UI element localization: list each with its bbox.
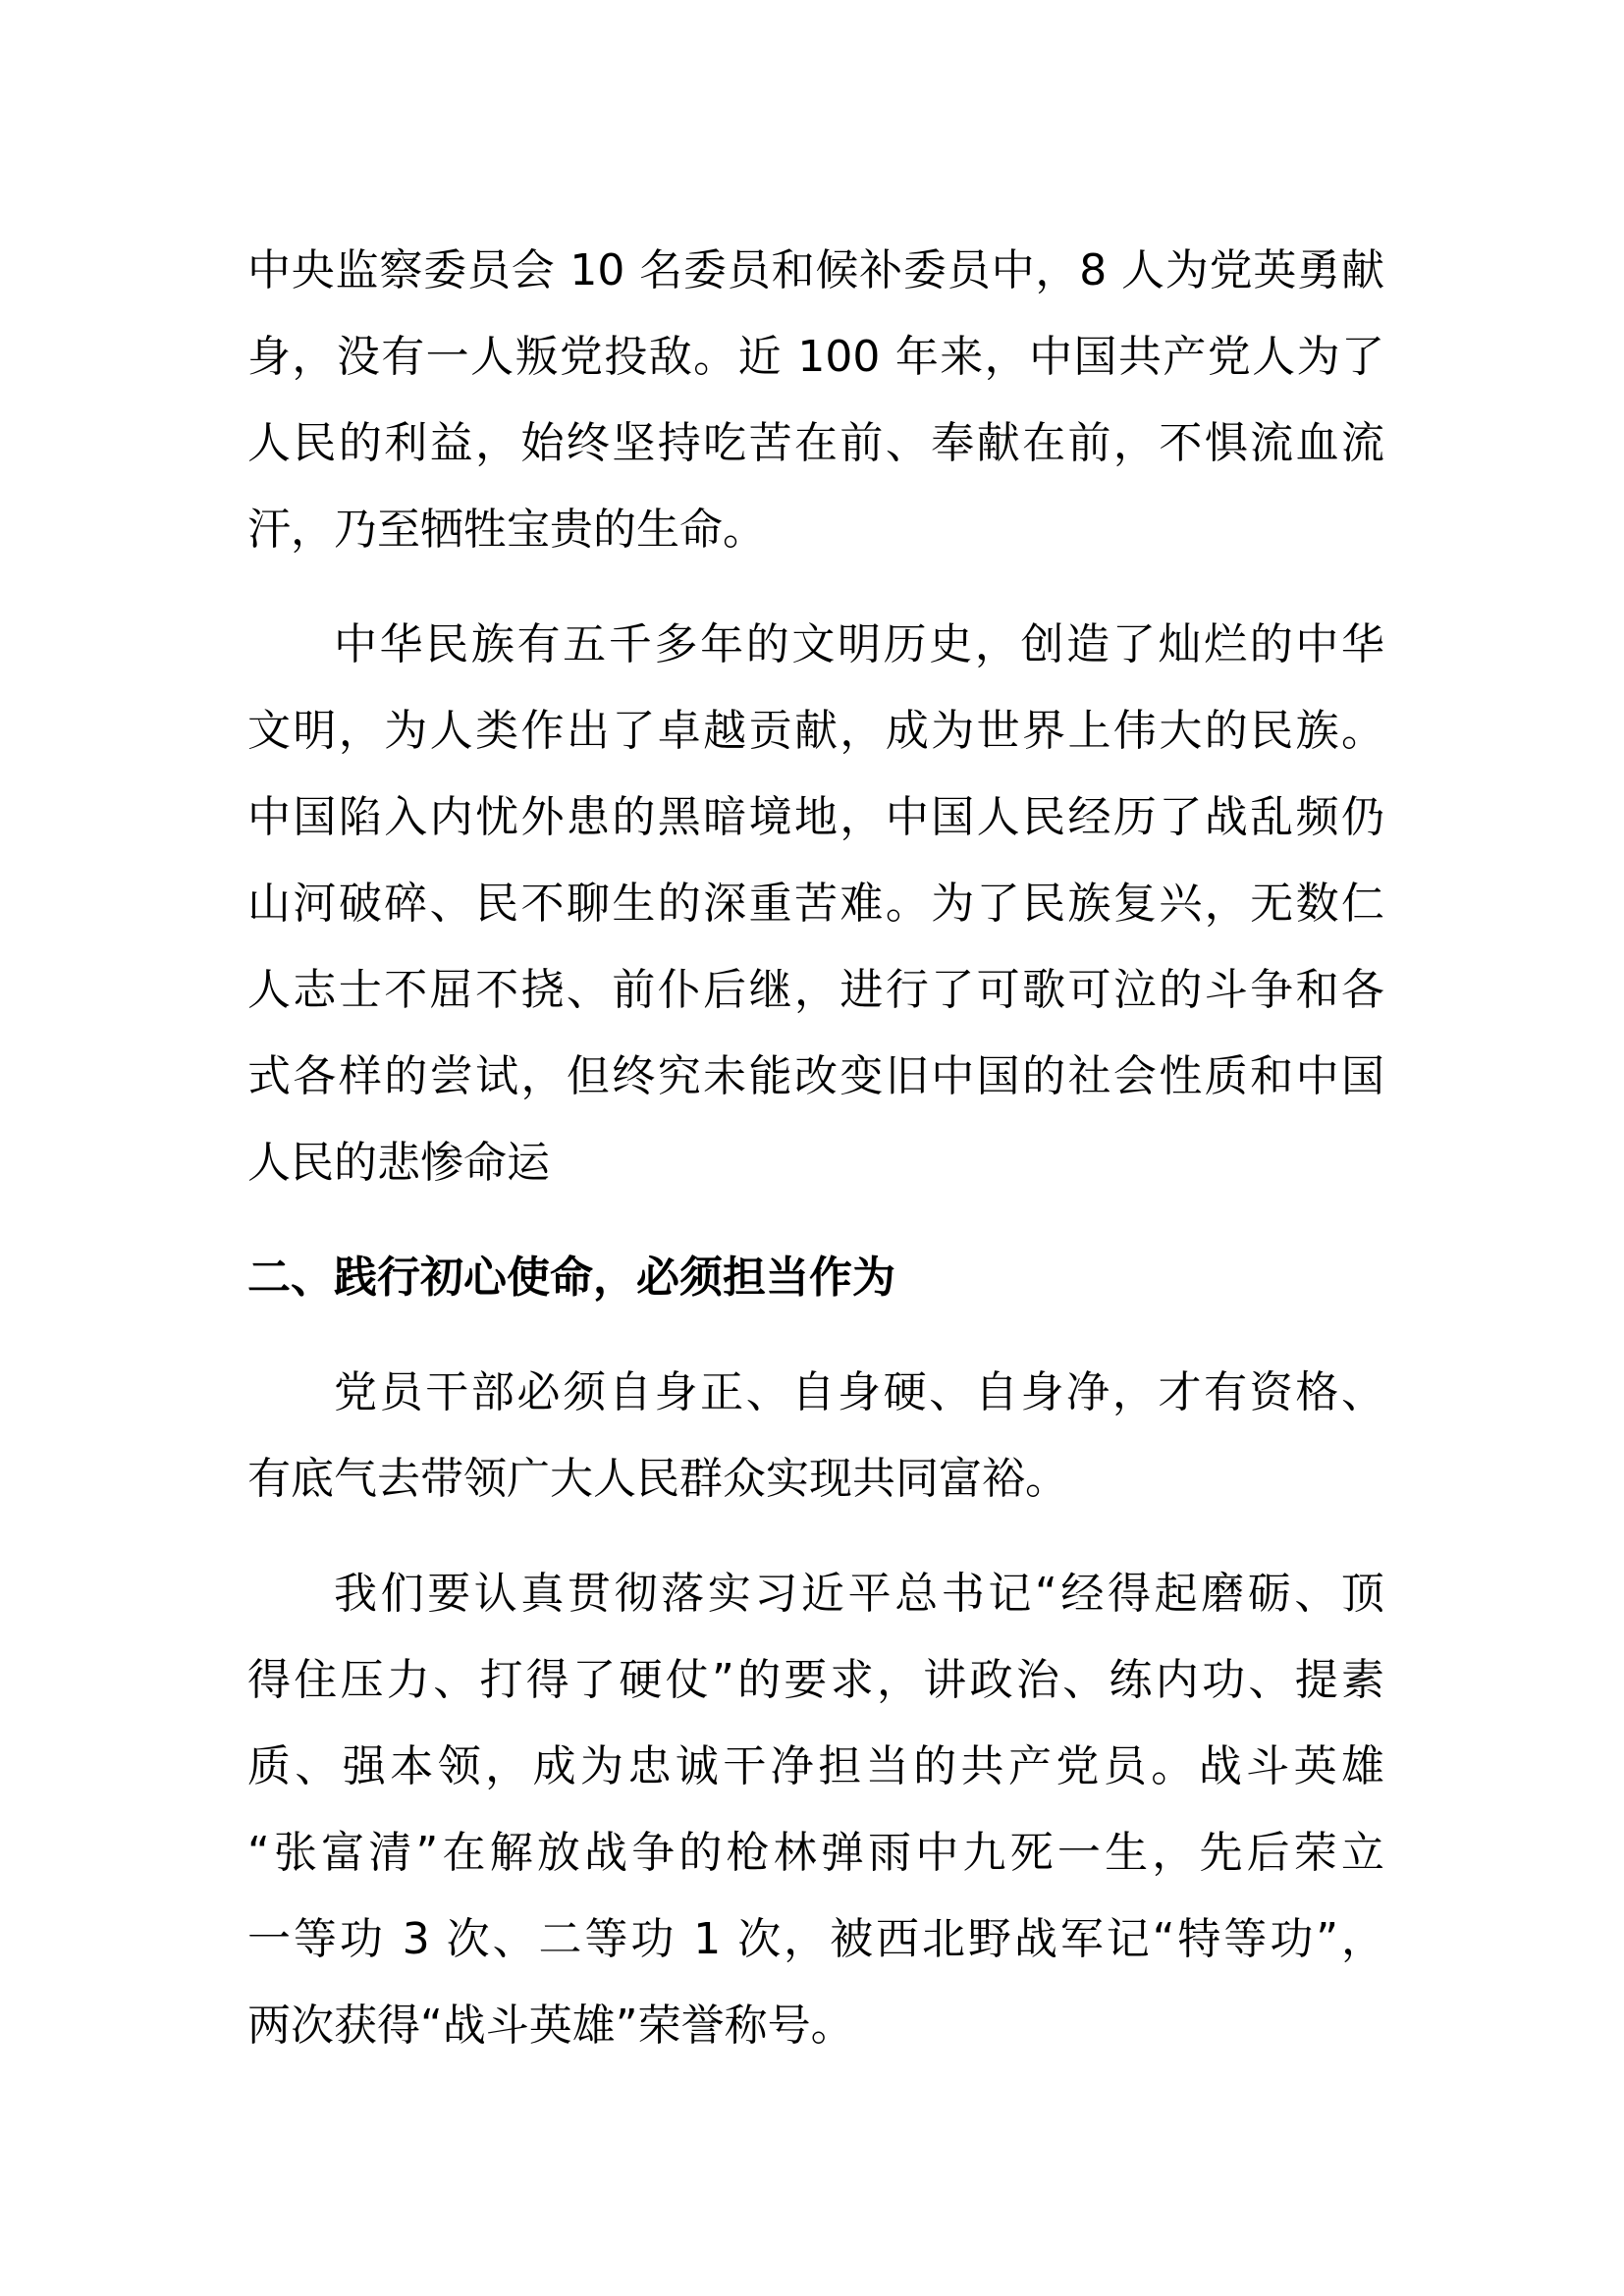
paragraph-party-members (247, 1350, 1384, 1522)
paragraph-sacrifice (247, 228, 1384, 573)
section-heading: 二、践行初心使命，必须担当作为 (247, 1253, 895, 1303)
paragraph-line: 中央监察委员会 10 名委员和候补委员中，8 人为党英勇献 (247, 245, 1384, 295)
paragraph-spacer (247, 573, 1384, 602)
paragraph-chinese-nation (247, 602, 1384, 1206)
paragraph-hero-story (247, 1551, 1384, 2069)
paragraph-line: 两次获得“战斗英雄”荣誉称号。 (247, 2001, 854, 2051)
paragraph-line: 我们要认真贯彻落实习近平总书记“经得起磨砺、顶 (334, 1569, 1384, 1619)
paragraph-spacer (247, 1206, 1384, 1235)
paragraph-spacer (247, 1522, 1384, 1551)
paragraph-line: 得住压力、打得了硬仗”的要求，讲政治、练内功、提素 (247, 1655, 1384, 1705)
paragraph-line: 质、强本领，成为忠诚干净担当的共产党员。战斗英雄 (247, 1741, 1384, 1791)
paragraph-line: 中华民族有五千多年的文明历史，创造了灿烂的中华 (334, 619, 1384, 669)
paragraph-line: 文明，为人类作出了卓越贡献，成为世界上伟大的民族。 (247, 706, 1384, 756)
paragraph-line: 山河破碎、民不聊生的深重苦难。为了民族复兴，无数仁 (247, 879, 1384, 929)
paragraph-line: 一等功 3 次、二等功 1 次，被西北野战军记“特等功”， (247, 1914, 1384, 1964)
paragraph-line: 身，没有一人叛党投敌。近 100 年来，中国共产党人为了 (247, 332, 1384, 382)
paragraph-line: 人民的利益，始终坚持吃苦在前、奉献在前，不惧流血流 (247, 418, 1384, 468)
paragraph-line: “张富清”在解放战争的枪林弹雨中九死一生，先后荣立 (247, 1828, 1384, 1878)
paragraph-spacer (247, 1321, 1384, 1350)
paragraph-line: 党员干部必须自身正、自身硬、自身净，才有资格、 (334, 1367, 1384, 1417)
paragraph-line: 中国陷入内忧外患的黑暗境地，中国人民经历了战乱频仍 (247, 792, 1384, 842)
paragraph-line: 有底气去带领广大人民群众实现共同富裕。 (247, 1454, 1068, 1504)
document-page (247, 228, 1384, 2069)
paragraph-line: 式各样的尝试，但终究未能改变旧中国的社会性质和中国 (247, 1051, 1384, 1101)
paragraph-line: 人民的悲惨命运 (247, 1138, 550, 1188)
paragraph-line: 汗，乃至牺牲宝贵的生命。 (247, 505, 766, 555)
paragraph-line: 人志士不屈不挠、前仆后继，进行了可歌可泣的斗争和各 (247, 965, 1384, 1015)
